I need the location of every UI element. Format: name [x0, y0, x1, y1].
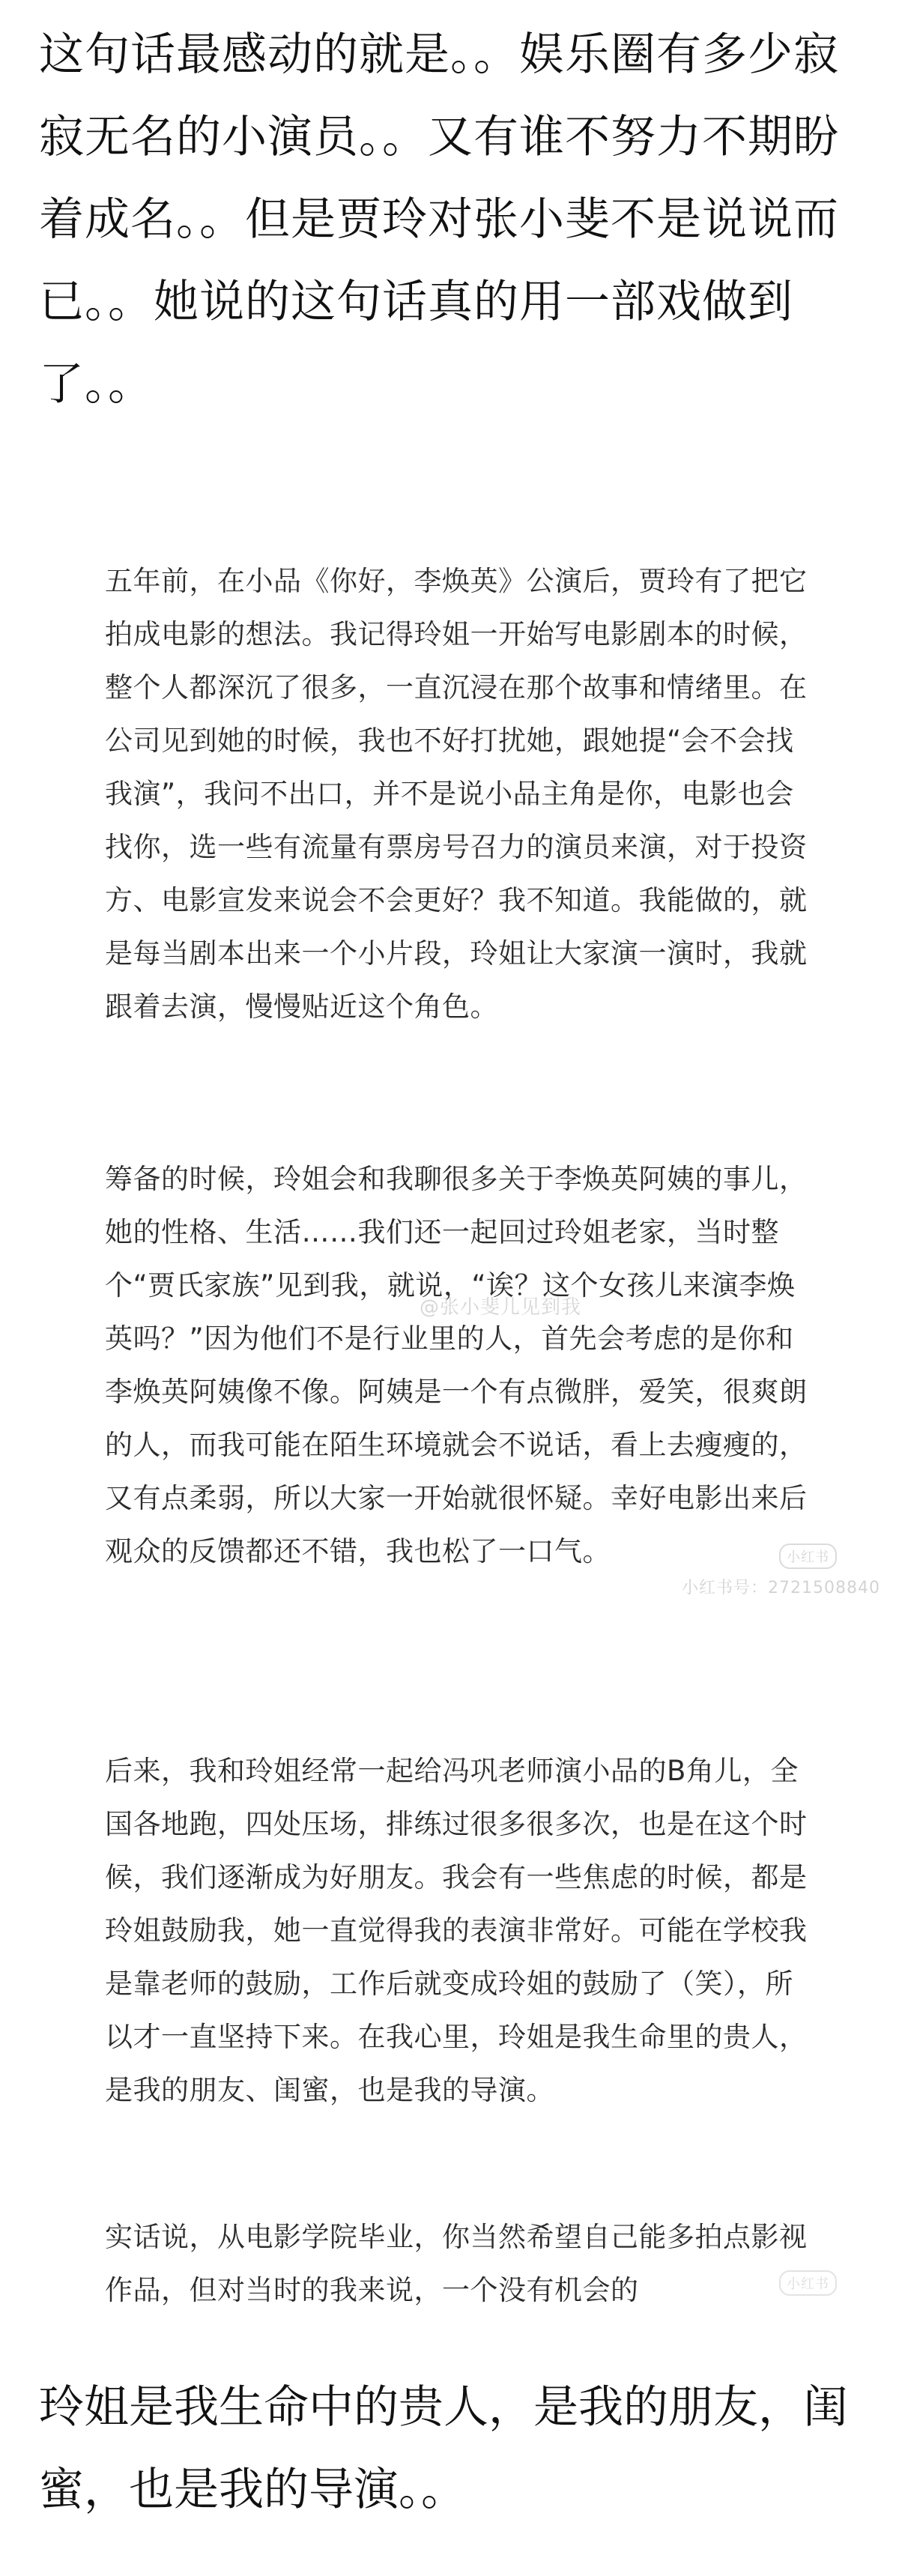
- quote-paragraph: 筹备的时候，玲姐会和我聊很多关于李焕英阿姨的事儿，她的性格、生活……我们还一起回过玲姐老家，当时整个“贾氏家族”见到我，就说，“诶？这个女孩儿来演李焕英吗？”因为他们不是行业里的人，首先会考虑的是你和李焕英阿姨像不像。阿姨是一个有点微胖，爱笑，很爽朗的人，而我可能在陌生环境就会不说话，看上去瘦瘦的，又有点柔弱，所以大家一开始就很怀疑。幸好电影出来后观众的反馈都还不错，我也松了一口气。: [105, 1163, 808, 1567]
- quoted-interview-image: [0, 524, 899, 2360]
- watermark-id: 小红书号：2721508840: [682, 1579, 880, 1597]
- watermark-handle: @张小斐儿见到我: [420, 1296, 582, 1319]
- intro-text: 这句话最感动的就是。。娱乐圈有多少寂寂无名的小演员。。又有谁不努力不期盼着成名。。但是贾玲对张小斐不是说说而已。。她说的这句话真的用一部戏做到了。。: [39, 28, 839, 411]
- watermark-logo: 小红书: [779, 1544, 837, 1569]
- quote-paragraph: 后来，我和玲姐经常一起给冯巩老师演小品的B角儿，全国各地跑，四处压场，排练过很多很多次，也是在这个时候，我们逐渐成为好朋友。我会有一些焦虑的时候，都是玲姐鼓励我，她一直觉得我的表演非常好。可能在学校我是靠老师的鼓励，工作后就变成玲姐的鼓励了（笑），所以才一直坚持下来。在我心里，玲姐是我生命里的贵人，是我的朋友、闺蜜，也是我的导演。: [105, 1755, 808, 2106]
- watermark-logo: 小红书: [779, 2270, 837, 2296]
- closing-text: 玲姐是我生命中的贵人，是我的朋友，闺蜜，也是我的导演。。: [39, 2381, 848, 2516]
- quote-paragraph-truncated: 实话说，从电影学院毕业，你当然希望自己能多拍点影视作品，但对当时的我来说，一个没有机会的: [105, 2221, 808, 2306]
- quote-paragraph: 五年前，在小品《你好，李焕英》公演后，贾玲有了把它拍成电影的想法。我记得玲姐一开始写电影剧本的时候，整个人都深沉了很多，一直沉浸在那个故事和情绪里。在公司见到她的时候，我也不好打扰她，跟她提“会不会找我演”，我问不出口，并不是说小品主角是你，电影也会找你，选一些有流量有票房号召力的演员来演，对于投资方、电影宣发来说会不会更好？我不知道。我能做的，就是每当剧本出来一个小片段，玲姐让大家演一演时，我就跟着去演，慢慢贴近这个角色。: [105, 565, 808, 1023]
